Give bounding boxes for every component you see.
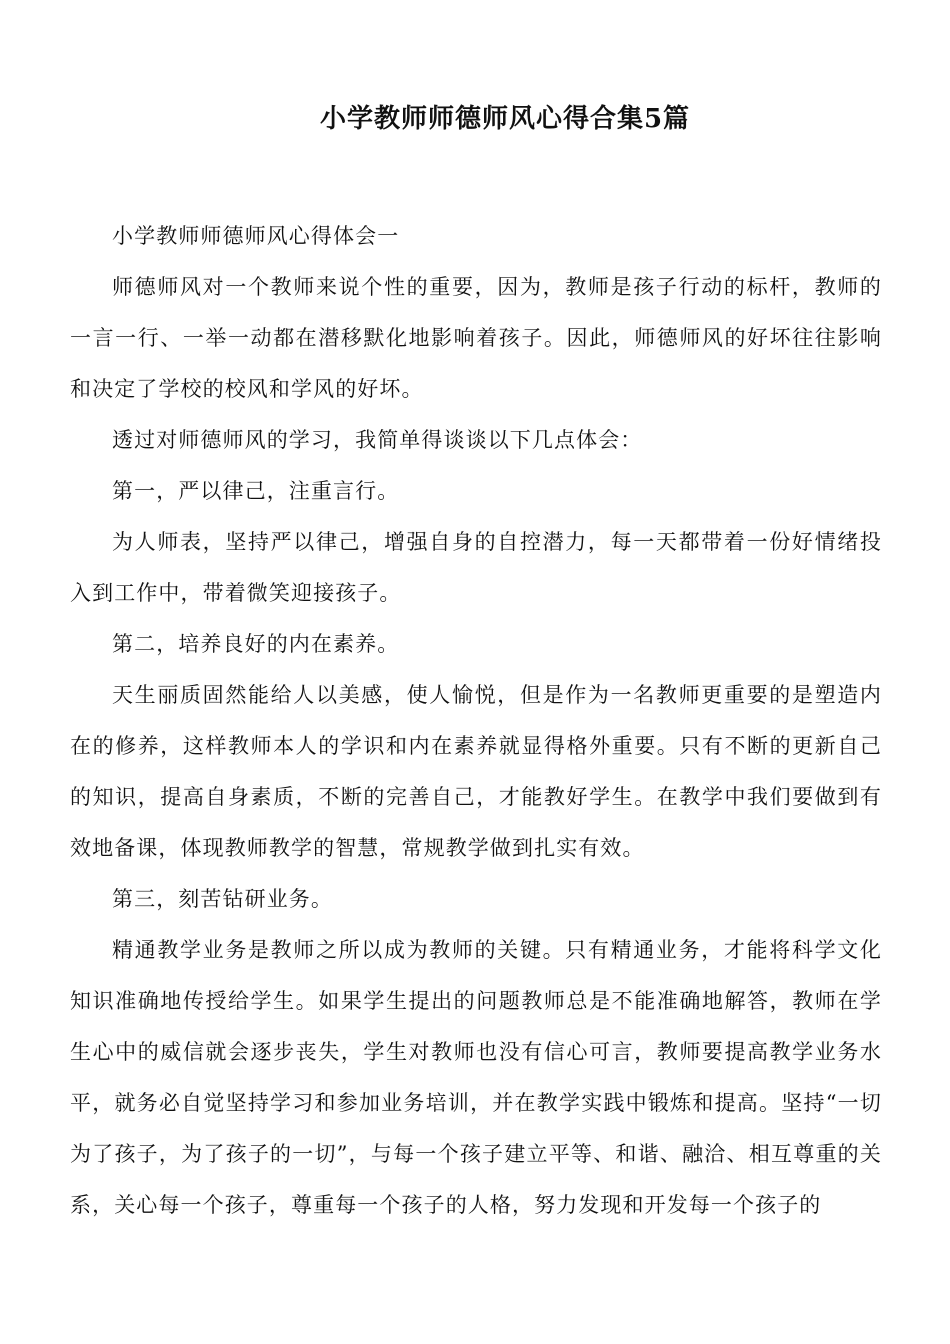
point-heading-1: 第一，严以律己，注重言行。	[112, 479, 400, 503]
paragraph-point-1: 为人师表，坚持严以律己，增强自身的自控潜力，每一天都带着一份好情绪投入到工作中，带着微笑迎接孩子。	[70, 530, 882, 605]
document-body	[70, 211, 882, 1231]
paragraph-lead-in: 透过对师德师风的学习，我简单得谈谈以下几点体会：	[112, 428, 643, 452]
paragraph-intro: 师德师风对一个教师来说个性的重要，因为，教师是孩子行动的标杆，教师的一言一行、一举一动都在潜移默化地影响着孩子。因此，师德师风的好坏往往影响和决定了学校的校风和学风的好坏。	[70, 275, 882, 401]
paragraph-point-3: 精通教学业务是教师之所以成为教师的关键。只有精通业务，才能将科学文化知识准确地传授给学生。如果学生提出的问题教师总是不能准确地解答，教师在学生心中的威信就会逐步丧失，学生对教师也没有信心可言，教师要提高教学业务水平，就务必自觉坚持学习和参加业务培训，并在教学实践中锻炼和提高。坚持“一切为了孩子，为了孩子的一切”，与每一个孩子建立平等、和谐、融洽、相互尊重的关系，关心每一个孩子，尊重每一个孩子的人格，努力发现和开发每一个孩子的	[70, 938, 882, 1217]
paragraph-point-2: 天生丽质固然能给人以美感，使人愉悦，但是作为一名教师更重要的是塑造内在的修养，这样教师本人的学识和内在素养就显得格外重要。只有不断的更新自己的知识，提高自身素质，不断的完善自己，才能教好学生。在教学中我们要做到有效地备课，体现教师教学的智慧，常规教学做到扎实有效。	[70, 683, 882, 860]
section-heading-1: 小学教师师德师风心得体会一	[112, 224, 400, 248]
point-heading-3: 第三，刻苦钻研业务。	[112, 887, 333, 911]
document-title: 小学教师师德师风心得合集5篇	[319, 104, 691, 134]
point-heading-2: 第二，培养良好的内在素养。	[112, 632, 400, 656]
